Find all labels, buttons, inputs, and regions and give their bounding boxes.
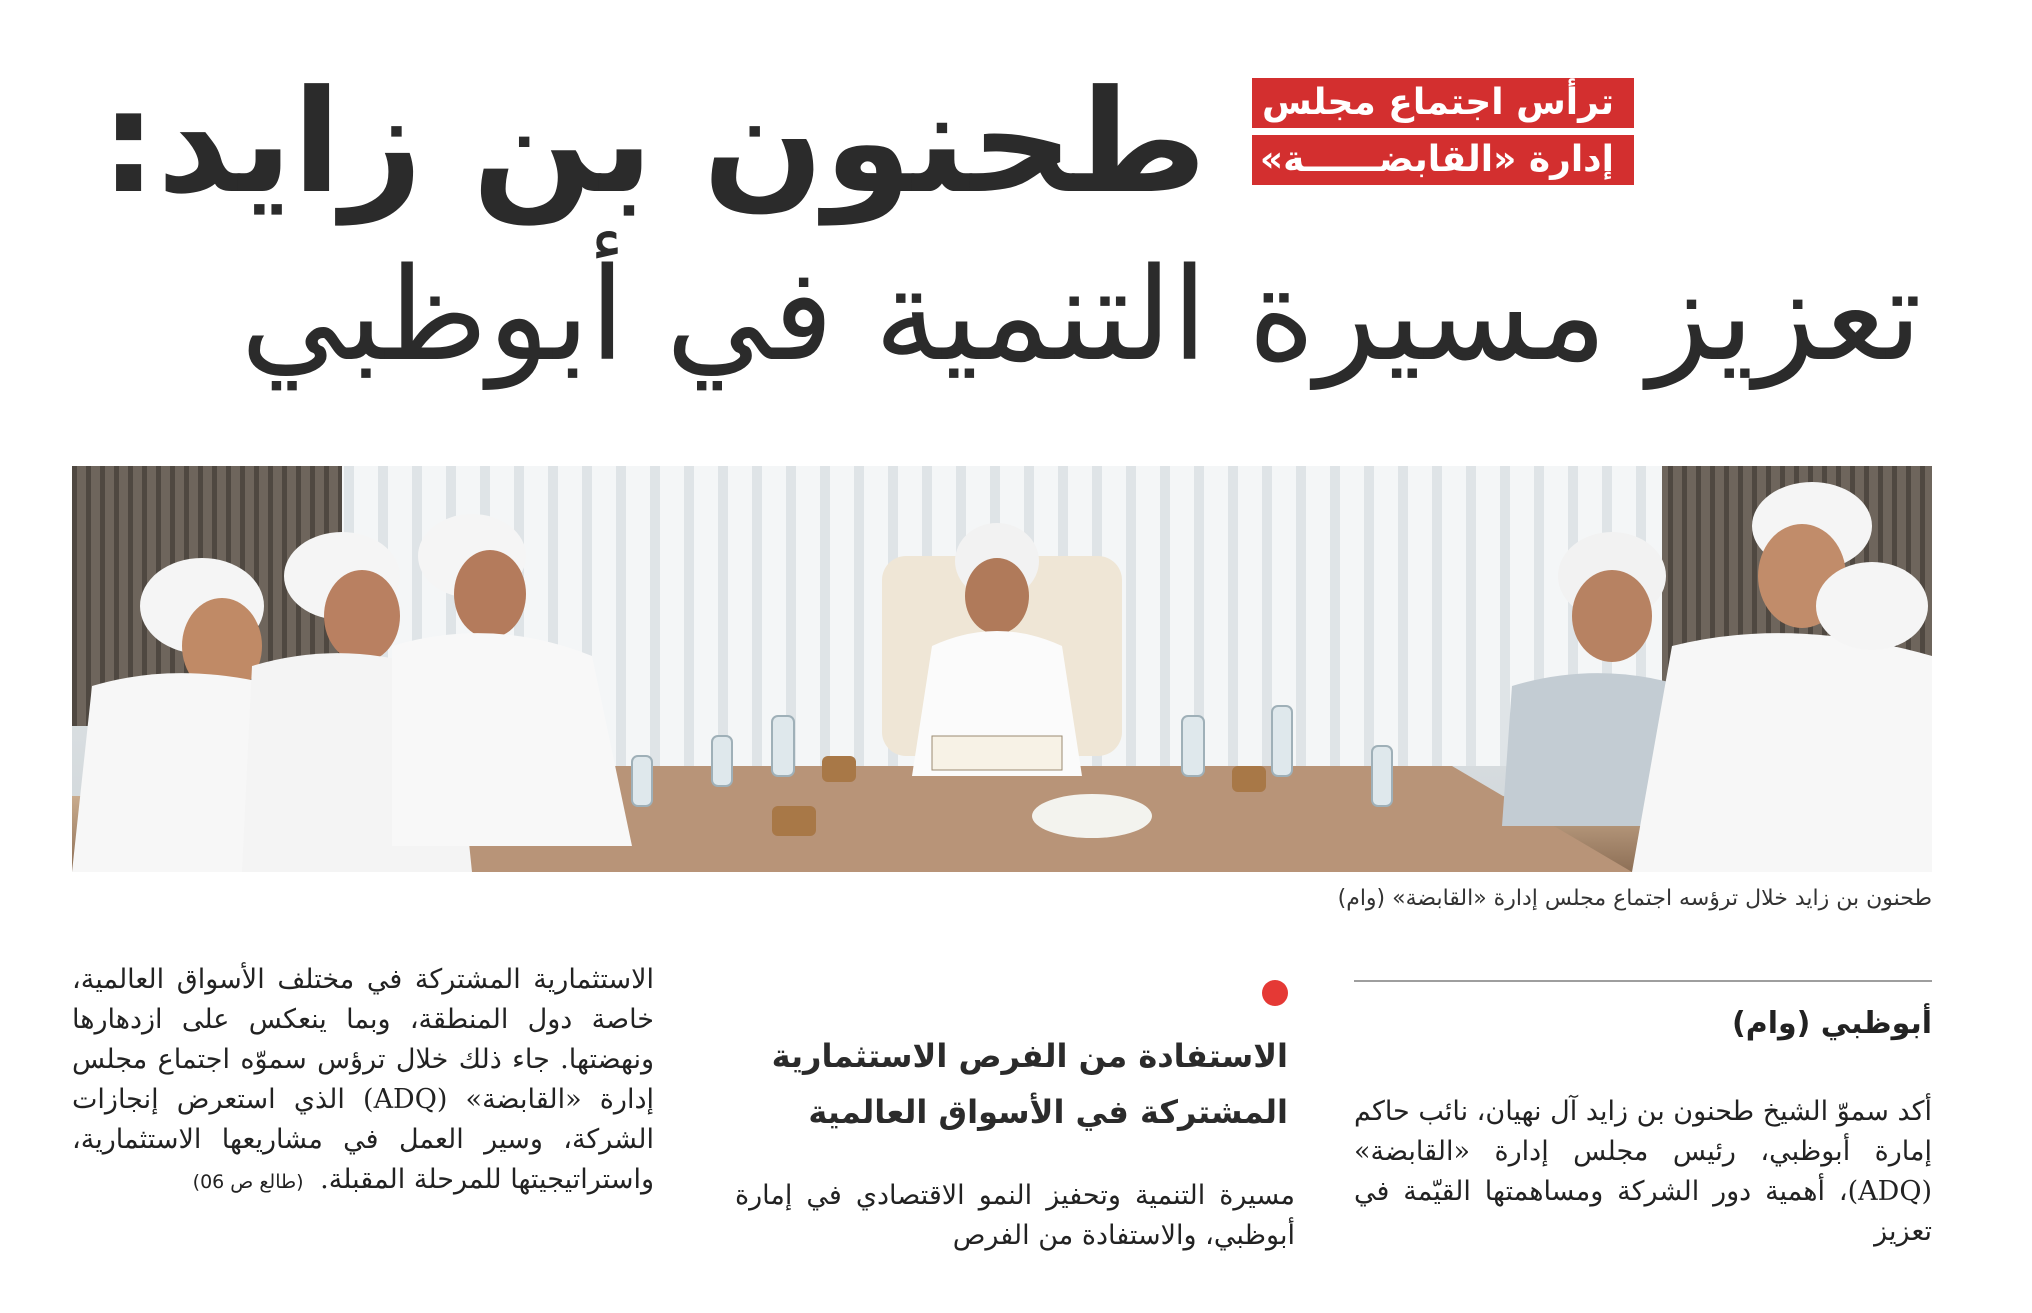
kicker <box>1252 78 1634 185</box>
article-column-2: مسيرة التنمية وتحفيز النمو الاقتصادي في إمارة أبوظبي، والاستفادة من الفرص <box>735 1180 1295 1251</box>
divider-line <box>1354 980 1932 982</box>
article-column-1: أكد سموّ الشيخ طحنون بن زايد آل نهيان، نائب حاكم إمارة أبوظبي، رئيس مجلس إدارة «القابضة» (ADQ)، أهمية دور الشركة ومساهمتها القيّمة في تعزيز <box>1354 1096 1932 1247</box>
kicker-line-1: ترأس اجتماع مجلس <box>1252 78 1634 128</box>
article-subhead: الاستفادة من الفرص الاستثمارية المشتركة في الأسواق العالمية <box>771 1037 1288 1131</box>
headline-main: طحنون بن زايد: <box>100 60 1207 225</box>
kicker-line-2: إدارة «القابضــــــة» <box>1252 135 1634 185</box>
photo-caption: طحنون بن زايد خلال ترؤسه اجتماع مجلس إدارة «القابضة» (وام) <box>1337 886 1932 911</box>
meeting-photo <box>72 466 1932 872</box>
headline-sub: تعزيز مسيرة التنمية في أبوظبي <box>240 241 1922 390</box>
meeting-photo-illustration <box>72 466 1932 872</box>
article-column-3 <box>72 960 654 1202</box>
continued-reference: (طالع ص 06) <box>192 1171 304 1193</box>
dateline: أبوظبي (وام) <box>1732 1006 1932 1041</box>
red-dot-marker <box>1262 980 1288 1006</box>
article-column-3-text: الاستثمارية المشتركة في مختلف الأسواق العالمية، خاصة دول المنطقة، وبما ينعكس على ازدهارها ونهضتها. جاء ذلك خلال ترؤس سموّه اجتماع مجلس إدارة «القابضة» (ADQ) الذي استعرض إنجازات الشركة، وسير العمل في مشاريعها الاستثمارية، واستراتيجيتها للمرحلة المقبلة. <box>72 964 654 1195</box>
